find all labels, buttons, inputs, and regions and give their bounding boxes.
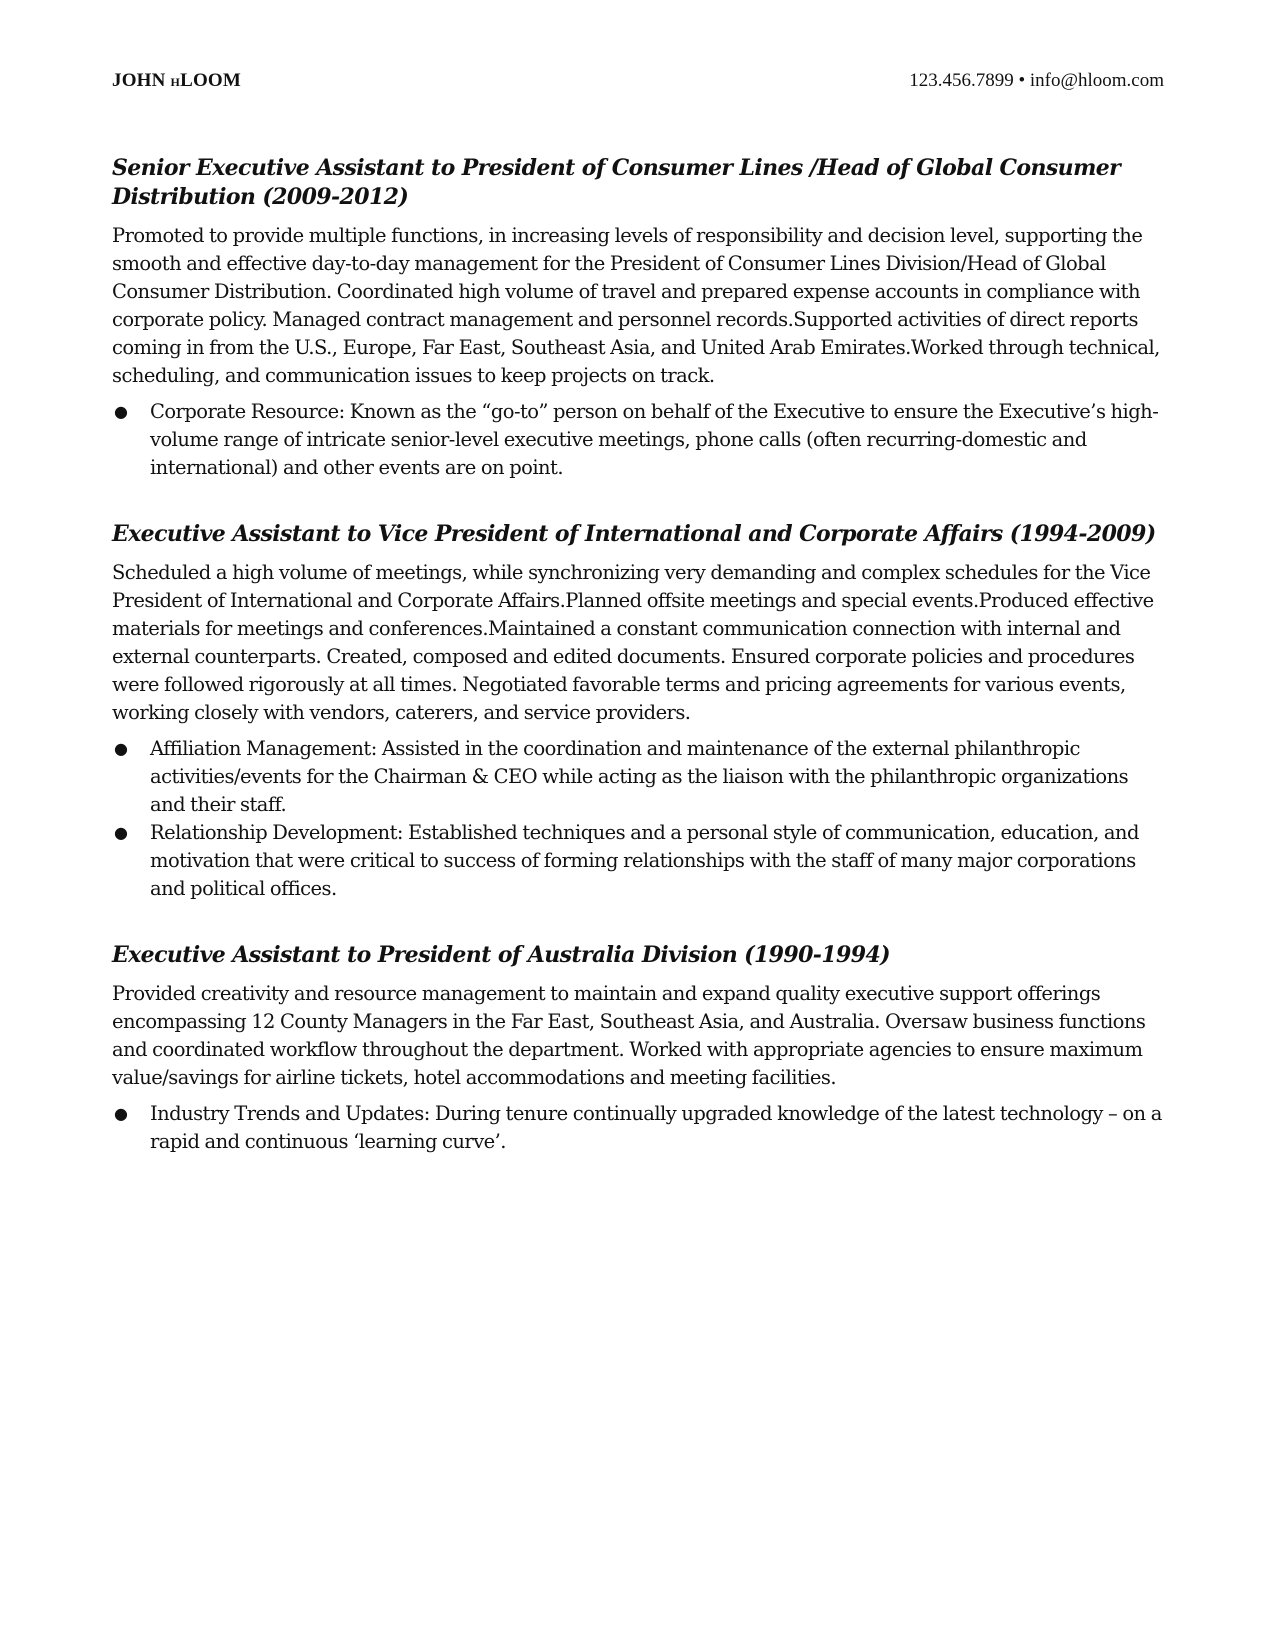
contact-info: 123.456.7899 • info@hloom.com bbox=[909, 70, 1164, 91]
job-highlights bbox=[112, 1100, 1164, 1156]
candidate-name bbox=[112, 70, 241, 92]
name-rest: LOOM bbox=[180, 70, 242, 91]
name-first: JOHN bbox=[112, 70, 171, 91]
job-section-1 bbox=[112, 154, 1164, 482]
resume-page bbox=[112, 70, 1164, 1194]
list-item-text: Affiliation Management: Assisted in the coordination and maintenance of the external philanthropic activities/events for the Chairman & CEO while acting as the liaison with the philanthropic organizations and their staff. bbox=[150, 737, 1129, 816]
bullet-icon: ● bbox=[114, 823, 128, 842]
job-summary: Promoted to provide multiple functions, in increasing levels of responsibility and decision level, supporting the smooth and effective day-to-day management for the President of Consumer Lines Division/Head of Global Consumer Distribution. Coordinated high volume of travel and prepared expense accounts in compliance with corporate policy. Managed contract management and personnel records.Supported activities of direct reports coming in from the U.S., Europe, Far East, Southeast Asia, and United Arab Emirates.Worked through technical, scheduling, and communication issues to keep projects on track. bbox=[112, 224, 1160, 387]
job-section-3 bbox=[112, 941, 1164, 1156]
list-item-text: Corporate Resource: Known as the “go-to” person on behalf of the Executive to ensure the Executive’s high-volume range of intricate senior-level executive meetings, phone calls (often recurring-domestic and international) and other events are on point. bbox=[150, 400, 1159, 479]
list-item-text: Relationship Development: Established techniques and a personal style of communication, education, and motivation that were critical to success of forming relationships with the staff of many major corporations and political offices. bbox=[150, 821, 1139, 900]
job-summary: Provided creativity and resource management to maintain and expand quality executive support offerings encompassing 12 County Managers in the Far East, Southeast Asia, and Australia. Oversaw business functions and coordinated workflow throughout the department. Worked with appropriate agencies to ensure maximum value/savings for airline tickets, hotel accommodations and meeting facilities. bbox=[112, 982, 1146, 1089]
list-item bbox=[112, 819, 1164, 903]
job-title: Executive Assistant to President of Australia Division (1990-1994) bbox=[112, 942, 890, 968]
job-highlights bbox=[112, 735, 1164, 903]
bullet-icon: ● bbox=[114, 1104, 128, 1123]
list-item-text: Industry Trends and Updates: During tenure continually upgraded knowledge of the latest technology – on a rapid and continuous ‘learning curve’. bbox=[150, 1102, 1162, 1153]
job-title: Executive Assistant to Vice President of International and Corporate Affairs (1994-2009) bbox=[112, 521, 1156, 547]
bullet-icon: ● bbox=[114, 402, 128, 421]
job-summary: Scheduled a high volume of meetings, while synchronizing very demanding and complex schedules for the Vice President of International and Corporate Affairs.Planned offsite meetings and special events.Produced effective materials for meetings and conferences.Maintained a constant communication connection with internal and external counterparts. Created, composed and edited documents. Ensured corporate policies and procedures were followed rigorously at all times. Negotiated favorable terms and pricing agreements for various events, working closely with vendors, caterers, and service providers. bbox=[112, 561, 1154, 724]
job-section-2 bbox=[112, 520, 1164, 903]
bullet-icon: ● bbox=[114, 739, 128, 758]
list-item bbox=[112, 398, 1164, 482]
list-item bbox=[112, 735, 1164, 819]
page-header bbox=[112, 70, 1164, 110]
name-initial: H bbox=[170, 75, 181, 89]
job-title: Senior Executive Assistant to President of Consumer Lines /Head of Global Consumer Distribution (2009-2012) bbox=[112, 155, 1121, 210]
list-item bbox=[112, 1100, 1164, 1156]
job-highlights bbox=[112, 398, 1164, 482]
